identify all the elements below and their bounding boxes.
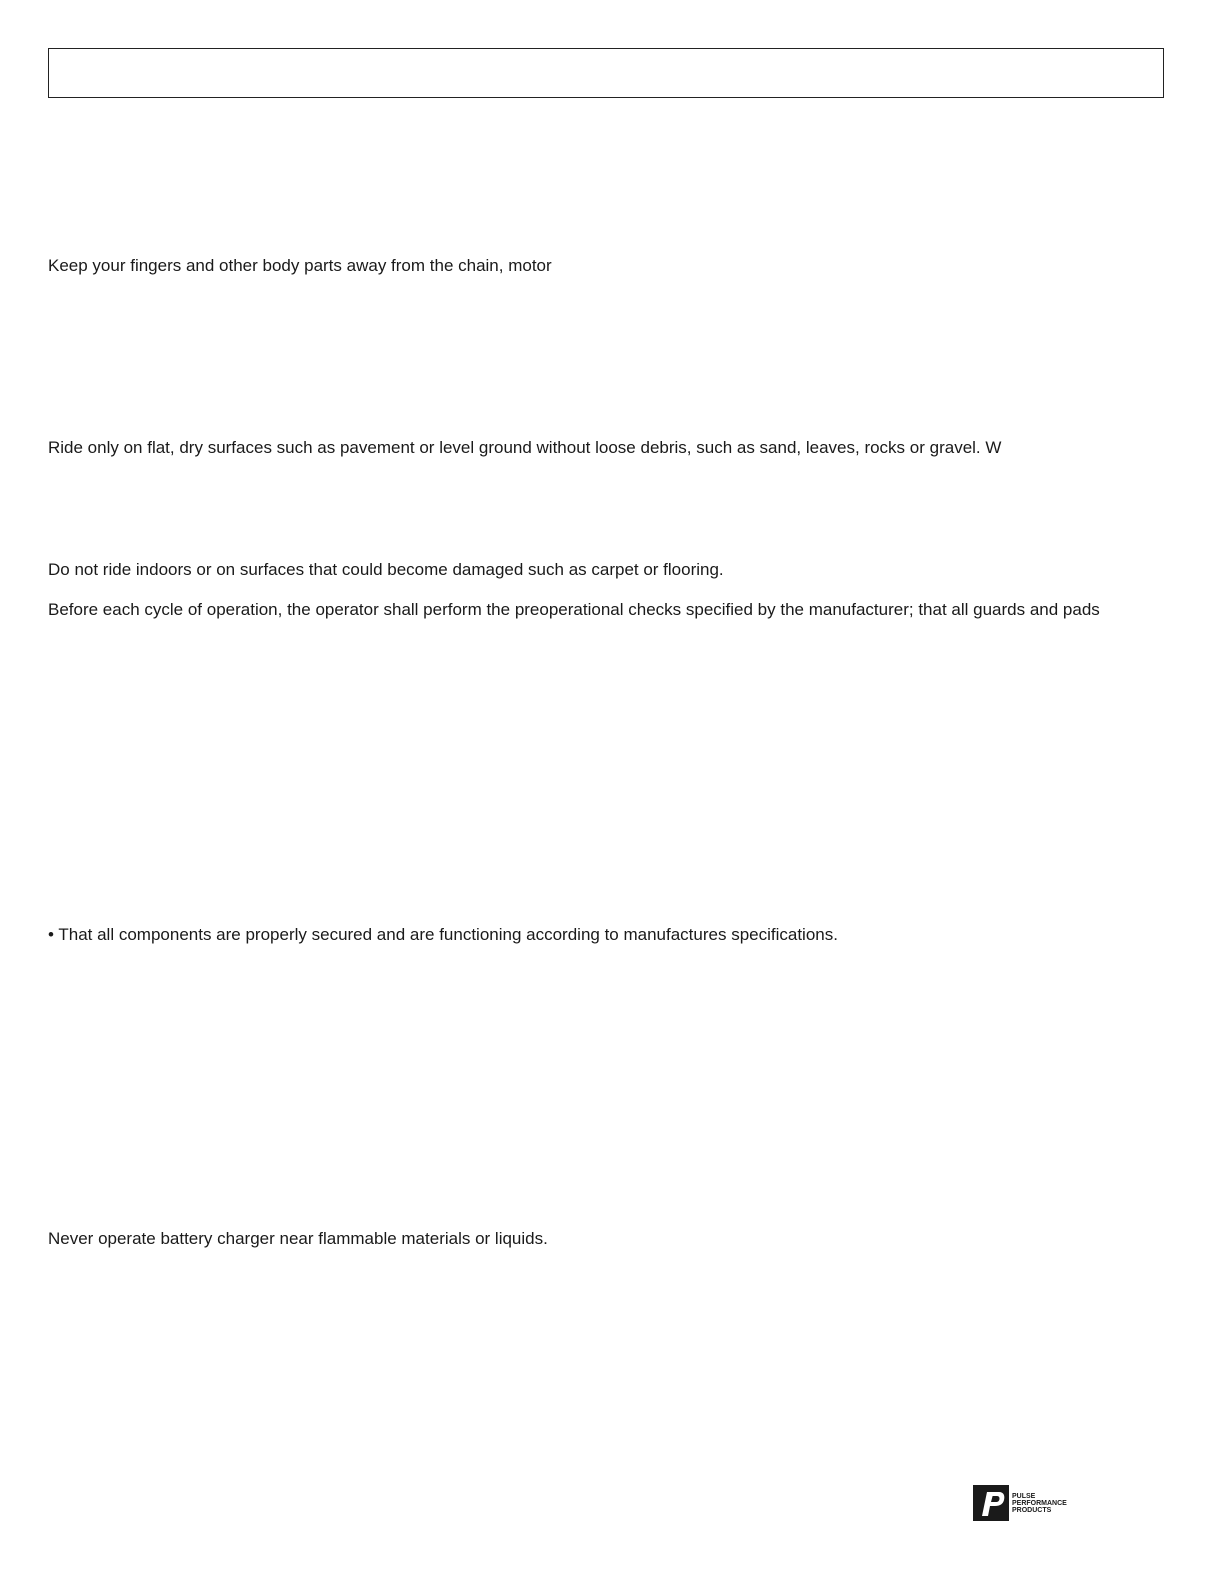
logo-line-3: PRODUCTS — [1012, 1506, 1052, 1514]
paragraph-charger-warning: Never operate battery charger near flammable materials or liquids. — [48, 1229, 548, 1248]
paragraph-preoperational-checks: Before each cycle of operation, the operator shall perform the preoperational checks specified by the manufacturer; that all guards and pads — [48, 600, 1100, 619]
pulse-logo — [973, 1484, 1067, 1522]
logo-line-2: PERFORMANCE — [1012, 1499, 1067, 1507]
logo-wordmark — [1012, 1493, 1067, 1514]
paragraph-riding-surfaces: Ride only on flat, dry surfaces such as pavement or level ground without loose debris, such as sand, leaves, rocks or gravel. W — [48, 438, 1002, 457]
pulse-logo-icon — [973, 1485, 1009, 1521]
header-box — [48, 48, 1164, 98]
bullet-components-secured: • That all components are properly secured and are functioning according to manufactures specifications. — [48, 925, 838, 944]
logo-line-1: PULSE — [1012, 1492, 1036, 1500]
paragraph-no-indoor-riding: Do not ride indoors or on surfaces that could become damaged such as carpet or flooring. — [48, 560, 724, 579]
paragraph-chain-motor-warning: Keep your fingers and other body parts away from the chain, motor — [48, 256, 552, 275]
